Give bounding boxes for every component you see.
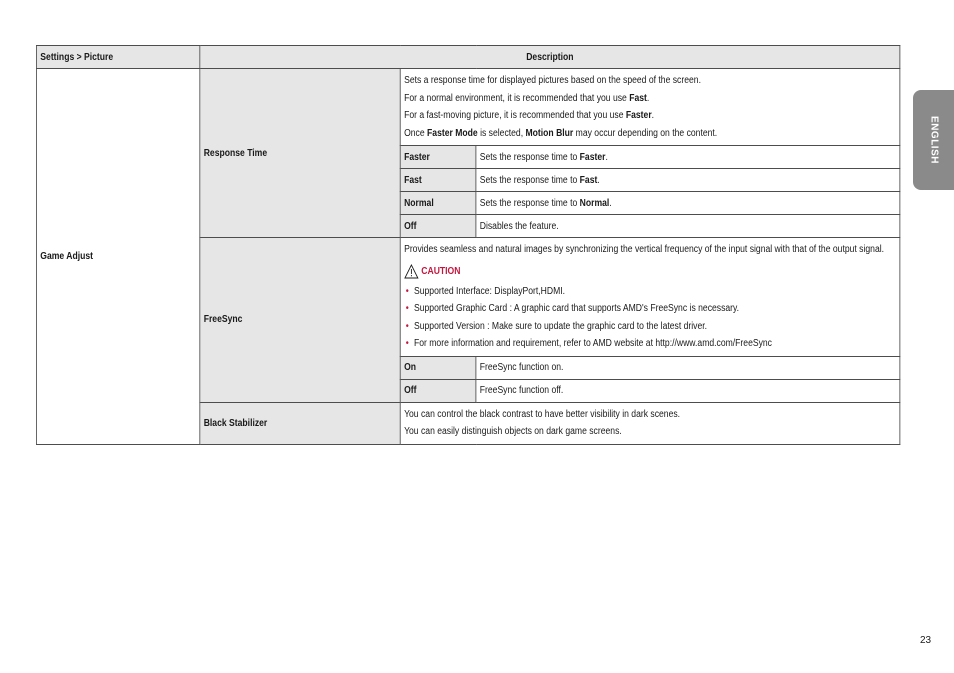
description-line: Sets a response time for displayed pictures based on the speed of the screen.: [404, 75, 701, 86]
list-item: • Supported Interface: DisplayPort,HDMI.: [405, 285, 566, 297]
option-name: Off: [400, 379, 476, 402]
table-row: [36, 69, 899, 146]
option-name: On: [400, 356, 476, 379]
option-name: Faster: [400, 146, 476, 169]
option-description: FreeSync function off.: [476, 379, 900, 402]
language-tab-label: ENGLISH: [928, 116, 939, 164]
description-line: You can easily distinguish objects on dark game screens.: [404, 426, 622, 437]
freesync-label: FreeSync: [200, 238, 400, 403]
option-description: Sets the response time to Faster.: [476, 146, 900, 169]
bullet-icon: •: [405, 338, 409, 349]
option-description: Sets the response time to Normal.: [476, 192, 900, 215]
option-name: Off: [400, 215, 476, 238]
caution-label: CAUTION: [421, 266, 461, 277]
bullet-icon: •: [405, 303, 409, 314]
black-stabilizer-label: Black Stabilizer: [200, 402, 400, 444]
option-description: FreeSync function on.: [476, 356, 900, 379]
bullet-icon: •: [405, 285, 409, 297]
option-description: Disables the feature.: [476, 215, 900, 238]
response-time-label: Response Time: [200, 69, 400, 238]
description-line: You can control the black contrast to have better visibility in dark scenes.: [404, 408, 681, 420]
language-tab: [913, 90, 954, 190]
caution-heading: [404, 261, 896, 283]
game-adjust-label: Game Adjust: [36, 69, 199, 445]
description-line: For a normal environment, it is recommended that you use Fast.: [404, 92, 650, 104]
option-name: Fast: [400, 169, 476, 192]
bullet-icon: •: [405, 320, 409, 332]
list-item: • Supported Graphic Card : A graphic card that supports AMD's FreeSync is necessary.: [405, 303, 740, 314]
description-header: Description: [200, 46, 900, 69]
settings-table: [36, 45, 900, 445]
option-name: Normal: [400, 192, 476, 215]
list-item: • Supported Version : Make sure to update the graphic card to the latest driver.: [405, 320, 708, 332]
list-item: • For more information and requirement, refer to AMD website at http://www.amd.com/FreeSync: [405, 338, 772, 349]
settings-path-header: Settings > Picture: [36, 46, 199, 69]
black-stabilizer-description: [400, 402, 900, 444]
option-description: Sets the response time to Fast.: [476, 169, 900, 192]
warning-icon: [404, 264, 419, 279]
description-line: Once Faster Mode is selected, Motion Blur may occur depending on the content.: [404, 127, 718, 139]
description-line: Provides seamless and natural images by synchronizing the vertical frequency of the input signal with that of the output signal.: [404, 244, 885, 255]
page-number: 23: [920, 635, 932, 646]
response-time-description: [400, 69, 900, 146]
description-line: For a fast-moving picture, it is recommended that you use Faster.: [404, 110, 655, 121]
freesync-description: [400, 238, 900, 357]
table-header-row: [36, 46, 899, 69]
